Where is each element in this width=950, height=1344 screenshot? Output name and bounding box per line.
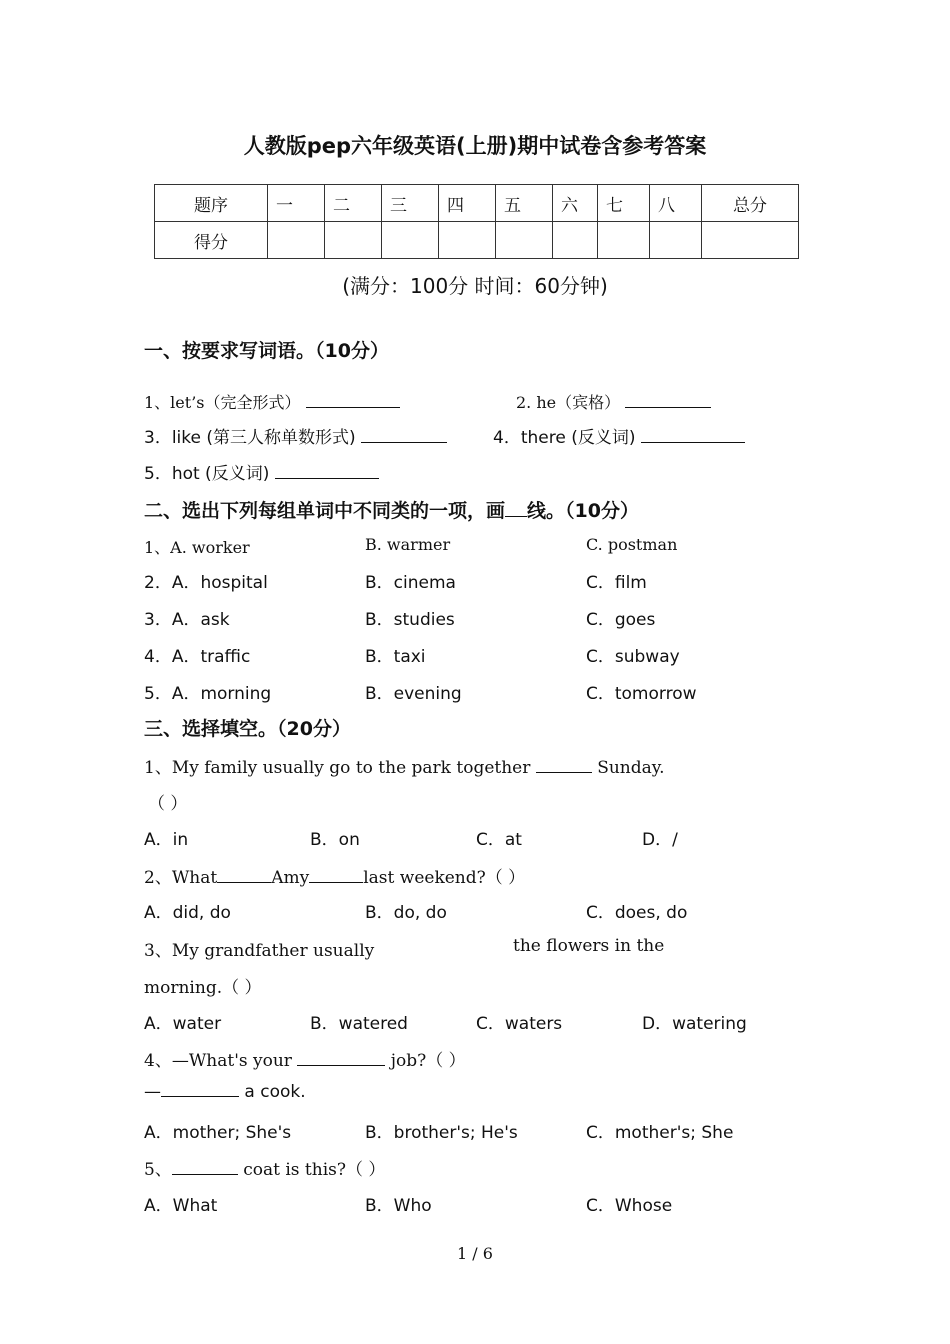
score-cell[interactable] [496, 222, 553, 259]
s1-q1 [144, 390, 400, 413]
section2-heading-a: 二、选出下列每组单词中不同类的一项，画 [144, 500, 506, 522]
s3-q3-text-a: 3、My grandfather usually [144, 941, 375, 961]
score-cell[interactable] [702, 222, 799, 259]
score-cell[interactable] [598, 222, 650, 259]
table-cell: 题序 [155, 185, 268, 222]
answer-blank[interactable] [306, 406, 400, 408]
score-cell[interactable] [325, 222, 382, 259]
section2-heading-b: 线。（10分） [527, 500, 639, 522]
s3-q3-text-b: the flowers in the [513, 936, 665, 956]
s3-q1-text-b: Sunday. [597, 758, 665, 778]
answer-blank[interactable] [536, 771, 592, 773]
answer-blank[interactable] [309, 881, 363, 883]
table-cell: 八 [650, 185, 702, 222]
s2-row4-c: C．subway [586, 647, 680, 667]
answer-blank[interactable] [161, 1095, 239, 1097]
table-cell: 得分 [155, 222, 268, 259]
s3-q2-opt-a: A．did, do [144, 903, 231, 923]
s2-row5-c: C．tomorrow [586, 684, 697, 704]
s1-q4-text: 4．there (反义词) [493, 428, 636, 448]
s1-q5 [144, 459, 379, 484]
s2-row3-c: C．goes [586, 610, 656, 630]
s3-q5 [144, 1155, 385, 1180]
s3-q5-opt-b: B．Who [365, 1196, 432, 1216]
table-cell: 六 [553, 185, 598, 222]
s3-q4-text-c: a cook. [244, 1082, 306, 1102]
answer-blank[interactable] [172, 1173, 238, 1175]
section1-heading: 一、按要求写词语。（10分） [144, 340, 389, 362]
s3-q5-text-a: 5、 [144, 1160, 172, 1180]
s2-row1-a: 1、A. worker [144, 538, 250, 557]
s3-q5-opt-c: C．Whose [586, 1196, 673, 1216]
s3-q2-opt-b: B．do, do [365, 903, 447, 923]
underline-mark [505, 515, 527, 517]
s2-row1-b: B. warmer [365, 535, 451, 554]
answer-blank[interactable] [361, 441, 447, 443]
answer-blank[interactable] [275, 477, 379, 479]
s1-q3-text: 3．like (第三人称单数形式) [144, 428, 356, 448]
answer-blank[interactable] [625, 406, 711, 408]
s3-q5-opt-a: A．What [144, 1196, 218, 1216]
s1-q4 [493, 423, 745, 448]
s1-q2-text: 2. he（宾格） [516, 393, 621, 412]
section2-heading [144, 496, 639, 523]
s1-q3 [144, 423, 447, 448]
table-cell: 四 [439, 185, 496, 222]
s3-q3-text-c: morning.（ ） [144, 978, 262, 998]
score-table-score-row [155, 222, 799, 259]
s3-q1-paren: （ ） [148, 794, 188, 814]
score-cell[interactable] [553, 222, 598, 259]
table-cell: 总分 [702, 185, 799, 222]
s2-row4-b: B．taxi [365, 647, 426, 667]
table-cell: 三 [382, 185, 439, 222]
s3-q1-opt-c: C．at [476, 830, 522, 850]
s3-q3-opt-b: B．watered [310, 1014, 408, 1034]
table-cell: 二 [325, 185, 382, 222]
s3-q2-text-c: last weekend?（ ） [363, 868, 526, 888]
s3-q2-opt-c: C．does, do [586, 903, 688, 923]
score-table [154, 184, 799, 259]
s3-q4-reply [144, 1082, 306, 1102]
section3-heading: 三、选择填空。（20分） [144, 718, 351, 740]
s3-q2-text-b: Amy [271, 868, 310, 888]
s3-q4-opt-c: C．mother's; She [586, 1123, 734, 1143]
page-title: 人教版pep六年级英语(上册)期中试卷含参考答案 [243, 134, 707, 158]
score-cell[interactable] [382, 222, 439, 259]
s3-q2-text-a: 2、What [144, 868, 218, 888]
s3-q1-text-a: 1、My family usually go to the park together [144, 758, 531, 778]
s1-q5-text: 5．hot (反义词) [144, 464, 270, 484]
s1-q1-text: 1、let’s（完全形式） [144, 393, 301, 412]
s3-q4-dash: — [144, 1082, 161, 1102]
s3-q1 [144, 753, 665, 778]
s2-row2-c: C．film [586, 573, 647, 593]
page-number: 1 / 6 [457, 1244, 493, 1263]
s3-q1-opt-b: B．on [310, 830, 360, 850]
table-cell: 一 [268, 185, 325, 222]
s3-q4-text-b: job?（ ） [390, 1051, 466, 1071]
score-cell[interactable] [268, 222, 325, 259]
s2-row3-b: B．studies [365, 610, 455, 630]
score-table-header-row [155, 185, 799, 222]
s3-q4-opt-b: B．brother's; He's [365, 1123, 518, 1143]
score-cell[interactable] [650, 222, 702, 259]
s2-row2-a: 2．A．hospital [144, 573, 268, 593]
s3-q4 [144, 1046, 466, 1071]
s3-q1-opt-a: A．in [144, 830, 189, 850]
table-cell: 七 [598, 185, 650, 222]
s3-q5-text-b: coat is this?（ ） [243, 1160, 386, 1180]
s1-q2 [516, 390, 711, 413]
s2-row2-b: B．cinema [365, 573, 456, 593]
answer-blank[interactable] [297, 1064, 385, 1066]
s3-q2 [144, 863, 525, 888]
table-cell: 五 [496, 185, 553, 222]
score-cell[interactable] [439, 222, 496, 259]
answer-blank[interactable] [641, 441, 745, 443]
answer-blank[interactable] [217, 881, 271, 883]
s3-q3-opt-d: D．watering [642, 1014, 747, 1034]
s3-q4-text-a: 4、—What's your [144, 1051, 292, 1071]
s2-row5-a: 5．A．morning [144, 684, 272, 704]
full-mark-note: (满分：100分 时间：60分钟) [342, 274, 608, 298]
s2-row4-a: 4．A．traffic [144, 647, 251, 667]
s3-q3-opt-a: A．water [144, 1014, 222, 1034]
s2-row5-b: B．evening [365, 684, 462, 704]
s2-row3-a: 3．A．ask [144, 610, 230, 630]
s3-q4-opt-a: A．mother; She's [144, 1123, 292, 1143]
s3-q3-opt-c: C．waters [476, 1014, 563, 1034]
s3-q1-opt-d: D．/ [642, 830, 678, 850]
s2-row1-c: C. postman [586, 535, 678, 554]
